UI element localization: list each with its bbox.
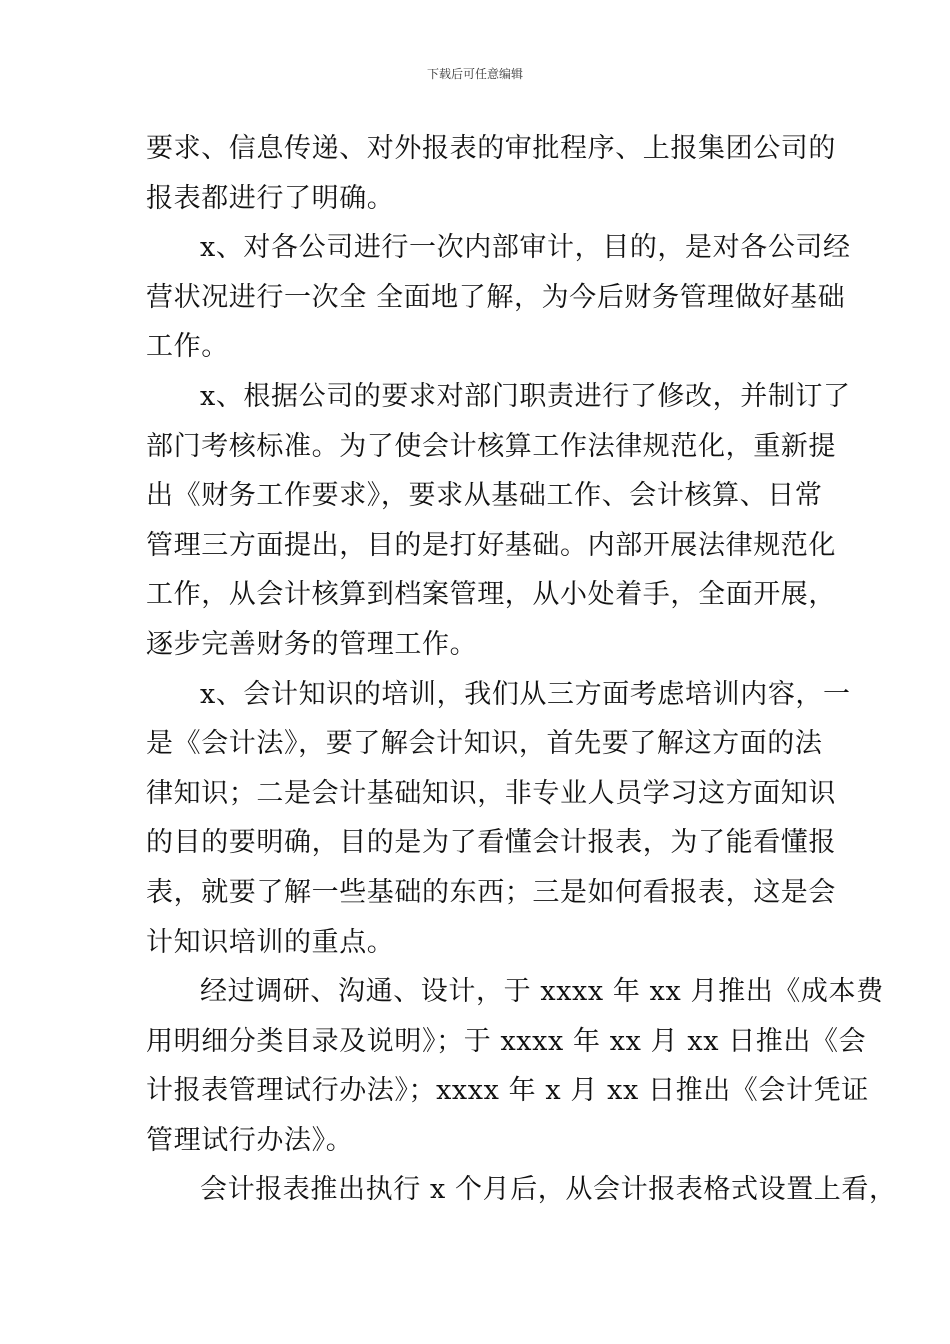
text-line: x、根据公司的要求对部门职责进行了修改，并制订了 — [200, 380, 851, 412]
text-line: 律知识；二是会计基础知识，非专业人员学习这方面知识 — [146, 777, 836, 809]
text-line: 出《财务工作要求》，要求从基础工作、会计核算、日常 — [146, 480, 823, 512]
text-line: 计知识培训的重点。 — [146, 926, 395, 958]
text-line: 营状况进行一次全 全面地了解，为今后财务管理做好基础 — [146, 281, 846, 313]
text-line: x、会计知识的培训，我们从三方面考虑培训内容，一 — [200, 678, 851, 710]
document-body — [146, 124, 897, 1215]
text-line: 是《会计法》，要了解会计知识，首先要了解这方面的法 — [146, 728, 823, 760]
text-line: 的目的要明确，目的是为了看懂会计报表，为了能看懂报 — [146, 827, 836, 859]
text-line: 报表都进行了明确。 — [146, 182, 395, 214]
text-line: 逐步完善财务的管理工作。 — [146, 628, 478, 660]
text-line: 要求、信息传递、对外报表的审批程序、上报集团公司的 — [146, 133, 836, 164]
text-line: 计报表管理试行办法》；xxxx 年 x 月 xx 日推出《会计凭证 — [146, 1075, 869, 1107]
text-line: 工作，从会计核算到档案管理，从小处着手，全面开展， — [146, 579, 836, 611]
text-line: 部门考核标准。为了使会计核算工作法律规范化，重新提 — [146, 430, 836, 462]
text-line: 表，就要了解一些基础的东西；三是如何看报表，这是会 — [146, 876, 836, 908]
text-line: 会计报表推出执行 x 个月后，从会计报表格式设置上看， — [200, 1174, 897, 1206]
text-line: 管理试行办法》。 — [146, 1124, 354, 1156]
page-header: 下载后可任意编辑 — [426, 67, 523, 81]
text-line: 工作。 — [146, 331, 229, 363]
text-line: 管理三方面提出，目的是打好基础。内部开展法律规范化 — [146, 529, 836, 561]
text-line: 经过调研、沟通、设计，于 xxxx 年 xx 月推出《成本费 — [200, 976, 884, 1008]
text-line: x、对各公司进行一次内部审计，目的，是对各公司经 — [200, 232, 851, 264]
text-line: 用明细分类目录及说明》；于 xxxx 年 xx 月 xx 日推出《会 — [146, 1025, 867, 1057]
